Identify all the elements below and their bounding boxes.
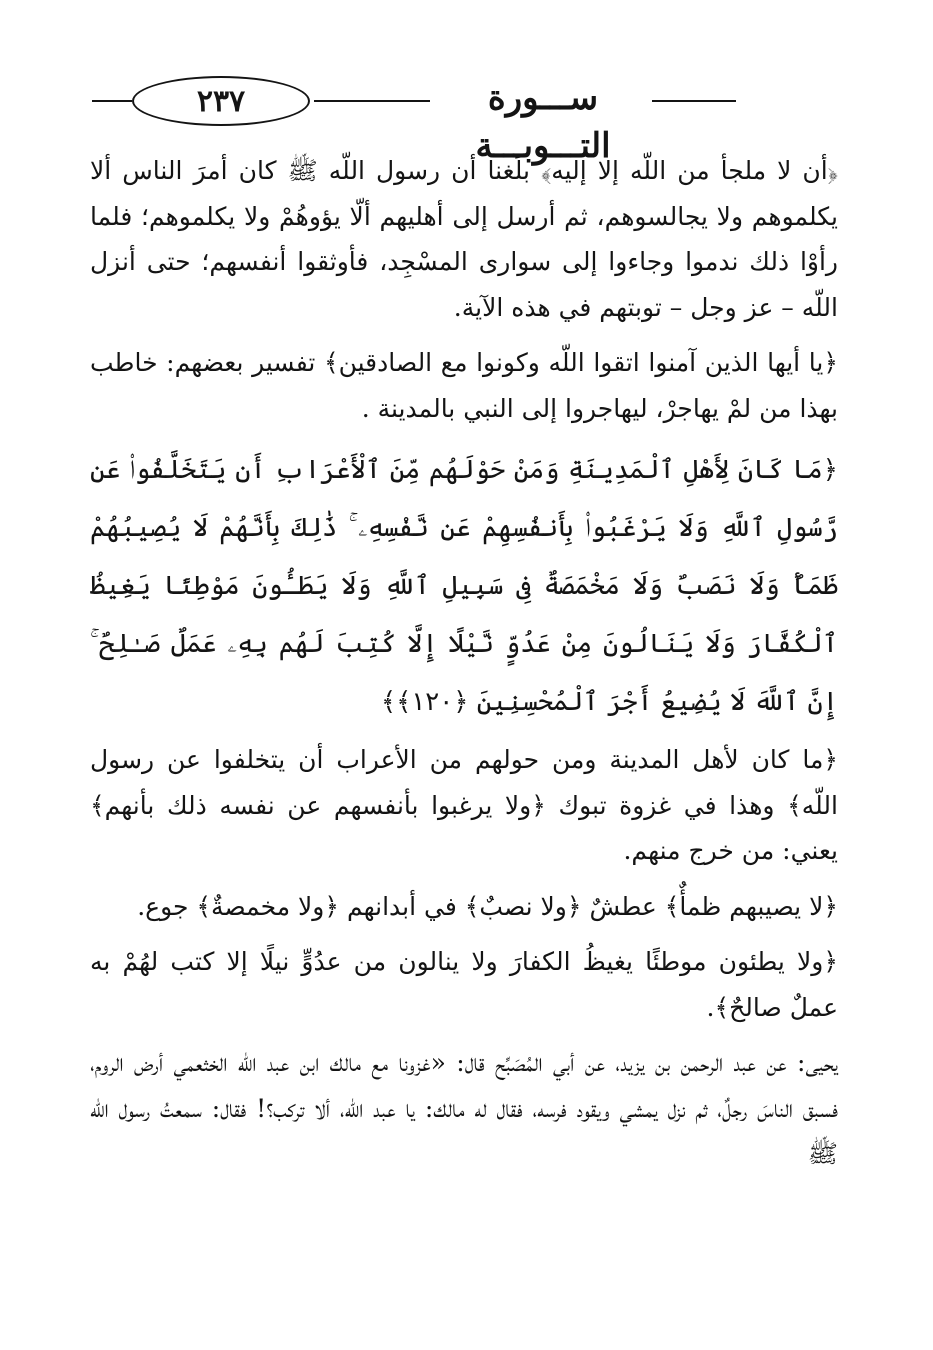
header-rule-left bbox=[92, 100, 132, 102]
surah-title: ســـورة التـــوبـــة bbox=[475, 78, 611, 166]
page-body bbox=[90, 148, 838, 1187]
page-header bbox=[92, 66, 837, 166]
paragraph-6: ﴿ولا يطئون موطئًا يغيظُ الكفارَ ولا ينالون من عدُوٍّ نيلًا إلا كتب لهُمْ به عملٌ صالحٌ﴾. bbox=[90, 947, 838, 1022]
paragraph-5: ﴿لا يصيبهم ظمأٌ﴾ عطشٌ ﴿ولا نصبٌ﴾ في أبدانهم ﴿ولا مخمصةٌ﴾ جوع. bbox=[137, 891, 838, 921]
paragraph-2: ﴿يا أيها الذين آمنوا اتقوا اللّه وكونوا مع الصادقين﴾ تفسير بعضهم: خاطب بهذا من لمْ يهاجرْ، ليهاجروا إلى النبي بالمدينة . bbox=[90, 348, 838, 423]
paragraph-4: ﴿ما كان لأهل المدينة ومن حولهم من الأعراب أن يتخلفوا عن رسول اللّه﴾ وهذا في غزوة تبوك ﴿ولا يرغبوا بأنفسهم عن نفسه ذلك بأنهم﴾ يعني: من خرج منهم. bbox=[90, 745, 838, 865]
quran-verse: ﴿مَا كَانَ لِأَهْلِ ٱلْمَدِينَةِ وَمَنْ حَوْلَهُم مِّنَ ٱلْأَعْرَابِ أَن يَتَخَلَّفُوا۟ عَن رَّسُولِ ٱللَّهِ وَلَا يَرْغَبُوا۟ بِأَنفُسِهِمْ عَن نَّفْسِهِۦ ۚ ذَٰلِكَ بِأَنَّهُمْ لَا يُصِيبُهُمْ ظَمَأٌ وَلَا نَصَبٌ وَلَا مَخْمَصَةٌ فِى سَبِيلِ ٱللَّهِ وَلَا يَطَـُٔونَ مَوْطِئًا يَغِيظُ ٱلْكُفَّارَ وَلَا يَنَالُونَ مِنْ عَدُوٍّ نَّيْلًا إِلَّا كُتِبَ لَهُم بِهِۦ عَمَلٌ صَـٰلِحٌ ۚ إِنَّ ٱللَّهَ لَا يُضِيعُ أَجْرَ ٱلْمُحْسِنِينَ ﴿١٢٠﴾﴾ bbox=[90, 455, 838, 717]
header-rule-right bbox=[652, 100, 736, 102]
page-number: ٢٣٧ bbox=[196, 83, 246, 119]
paragraph-1: ﴿أن لا ملجأ من اللّه إلا إليه﴾ بلَغنا أن رسول اللّه ﷺ كان أمرَ الناس ألا يكلموهم ولا يجالسوهم، ثم أرسل إلى أهليهم ألّا يؤوهُمْ ولا يكلموهم؛ فلما رأوْا ذلك ندموا وجاءوا إلى سوارى المسْجِد، فأوثقوا أنفسهم؛ حتى أنزل اللّه – عز وجل – توبتهم في هذه الآية. bbox=[90, 156, 838, 322]
header-rule-middle bbox=[314, 100, 430, 102]
paragraph-7: يحيى: عن عبد الرحمن بن يزيد، عن أبي المُصَبِّح قال: «غزونا مع مالك ابن عبد اللّه الخثعمي أرض الروم، فسبق الناسَ رجلٌ، ثم نزل يمشي ويقود فرسه، فقال له مالك: يا عبد اللّه، ألا تركب؟! فقال: سمعتُ رسول اللّه ﷺ bbox=[90, 1048, 838, 1168]
page-number-badge bbox=[132, 76, 310, 126]
